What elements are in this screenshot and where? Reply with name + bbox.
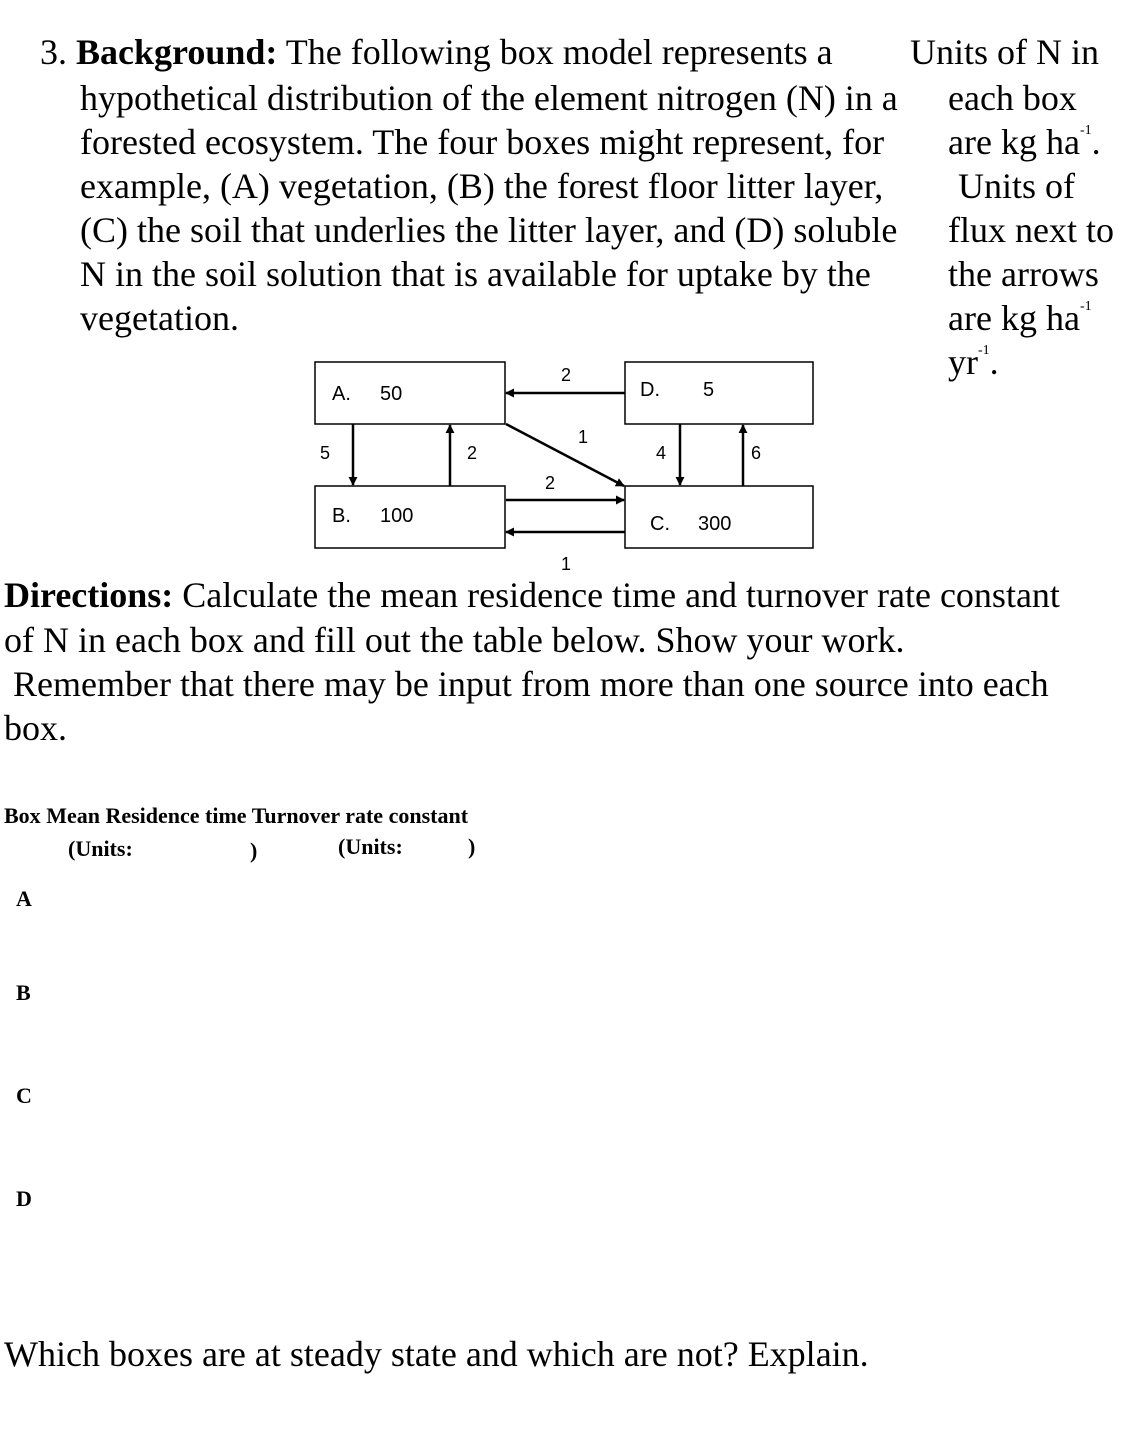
units-note-line-5: flux next to bbox=[948, 210, 1114, 250]
table-header-trc: Turnover rate constant bbox=[251, 803, 469, 828]
background-text-1: The following box model represents a bbox=[285, 32, 833, 72]
box-model-diagram bbox=[0, 0, 1140, 580]
flux-label-b-to-a: 2 bbox=[467, 443, 478, 463]
flux-label-c-to-d: 6 bbox=[751, 443, 762, 463]
units-note-line-4: Units of bbox=[958, 166, 1075, 206]
units-note-line-1: Units of N in bbox=[910, 32, 1099, 72]
directions-line-3: Remember that there may be input from more than one source into each bbox=[4, 664, 1049, 704]
table-row-label-d: D bbox=[16, 1186, 32, 1211]
table-units-trc-close: ) bbox=[468, 834, 476, 859]
background-heading: Background: bbox=[76, 32, 278, 72]
units-note-period-1: . bbox=[1091, 122, 1101, 162]
table-header-row bbox=[4, 803, 468, 829]
directions-line-1 bbox=[4, 573, 1060, 617]
flux-label-d-to-c: 4 bbox=[656, 443, 667, 463]
table-units-mrt-close: ) bbox=[250, 838, 258, 863]
units-note-ha-exponent: -1 bbox=[1079, 123, 1092, 138]
directions-line-4: box. bbox=[4, 708, 67, 748]
box-d-letter: D. bbox=[640, 379, 660, 401]
box-a-letter: A. bbox=[332, 383, 351, 405]
box-d-value: 5 bbox=[703, 379, 715, 401]
directions-heading: Directions: bbox=[4, 575, 174, 615]
flux-label-b-to-c: 2 bbox=[545, 473, 556, 493]
units-note-yr: yr bbox=[948, 342, 978, 382]
directions-text-1: Calculate the mean residence time and turnover rate constant bbox=[182, 575, 1060, 615]
flux-label-a-to-c: 1 bbox=[578, 427, 589, 447]
table-header-box: Box bbox=[4, 803, 41, 828]
box-a-value: 50 bbox=[380, 383, 403, 405]
background-line-7: vegetation. bbox=[80, 298, 239, 338]
steady-state-question: Which boxes are at steady state and which are not? Explain. bbox=[4, 1334, 869, 1374]
box-c-value: 300 bbox=[698, 513, 732, 535]
units-note-ha-2: are kg ha bbox=[948, 298, 1080, 338]
table-row-label-b: B bbox=[16, 980, 31, 1005]
flux-label-c-to-b: 1 bbox=[561, 554, 572, 574]
units-note-line-6: the arrows bbox=[948, 254, 1099, 294]
table-units-mrt: (Units: bbox=[68, 836, 133, 861]
flux-label-d-to-a: 2 bbox=[561, 365, 572, 385]
flux-label-a-to-b: 5 bbox=[320, 443, 331, 463]
box-b-value: 100 bbox=[380, 505, 414, 527]
table-units-trc: (Units: bbox=[338, 834, 403, 859]
table-header-mrt: Mean Residence time bbox=[46, 803, 247, 828]
background-line-6: N in the soil solution that is available for uptake by the bbox=[80, 254, 871, 294]
arrow-a-to-c bbox=[506, 424, 624, 486]
table-row-label-a: A bbox=[16, 886, 32, 911]
units-note-period-2: . bbox=[989, 342, 999, 382]
question-number: 3. bbox=[40, 32, 67, 72]
background-line-3: forested ecosystem. The four boxes might represent, for bbox=[80, 122, 885, 162]
directions-line-2: of N in each box and fill out the table below. Show your work. bbox=[4, 620, 905, 660]
box-b-letter: B. bbox=[332, 505, 351, 527]
background-line-4: example, (A) vegetation, (B) the forest floor litter layer, bbox=[80, 166, 884, 206]
table-row-label-c: C bbox=[16, 1083, 32, 1108]
units-note-yr-exponent: -1 bbox=[978, 343, 990, 358]
background-line-5: (C) the soil that underlies the litter layer, and (D) soluble bbox=[80, 210, 898, 250]
units-note-ha: are kg ha bbox=[948, 122, 1080, 162]
units-note-ha-exponent-2: -1 bbox=[1079, 299, 1092, 314]
box-c-letter: C. bbox=[650, 513, 670, 535]
background-line-2: hypothetical distribution of the element nitrogen (N) in a bbox=[80, 78, 898, 118]
units-note-line-2: each box bbox=[948, 78, 1077, 118]
